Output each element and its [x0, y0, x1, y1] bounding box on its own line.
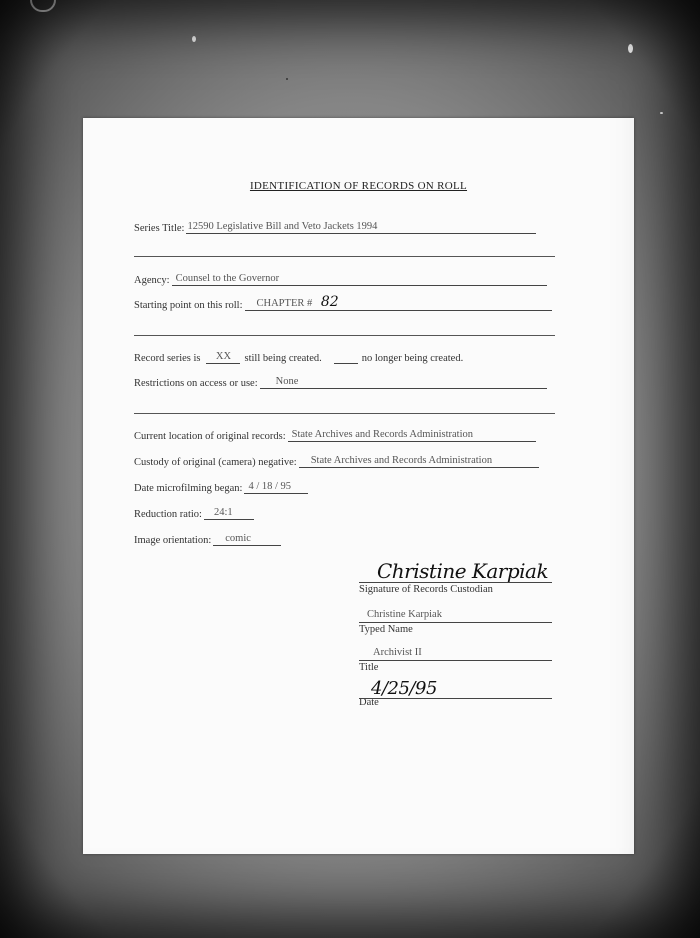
record-series-label: Record series is [134, 353, 201, 364]
image-orientation-row [134, 532, 281, 546]
typed-name-line [359, 606, 552, 623]
restrictions-row [134, 375, 547, 389]
still-created-text: still being created. [244, 353, 322, 364]
form-title: IDENTIFICATION OF RECORDS ON ROLL [249, 180, 468, 192]
custody-row [134, 454, 539, 468]
date-began-label: Date microfilming began: [134, 483, 243, 494]
series-title-label: Series Title: [134, 223, 185, 234]
starting-point-label: Starting point on this roll: [134, 300, 243, 311]
film-speck [628, 44, 633, 53]
title-caption: Title [359, 662, 379, 673]
custody-value: State Archives and Records Administration [299, 454, 539, 468]
reduction-ratio-row [134, 506, 254, 520]
date-block [359, 678, 552, 709]
record-series-row [134, 350, 463, 364]
film-speck [286, 78, 288, 80]
agency-row [134, 272, 547, 286]
date-caption: Date [359, 697, 379, 708]
chapter-label: CHAPTER # [256, 298, 313, 309]
blank-line [134, 335, 555, 336]
restrictions-value: None [260, 375, 547, 389]
series-title-row [134, 220, 536, 234]
series-title-value: 12590 Legislative Bill and Veto Jackets 1994 [186, 220, 536, 234]
typed-name-caption: Typed Name [359, 624, 413, 635]
film-speck [660, 112, 663, 114]
current-location-value: State Archives and Records Administration [288, 428, 536, 442]
custodian-signature: Christine Karpiak [377, 559, 549, 583]
restrictions-label: Restrictions on access or use: [134, 378, 258, 389]
signature-block [359, 558, 552, 596]
agency-value: Counsel to the Governor [172, 272, 547, 286]
agency-label: Agency: [134, 275, 170, 286]
current-location-row [134, 428, 536, 442]
film-speck [192, 36, 196, 42]
title-value: Archivist II [373, 647, 422, 658]
date-began-row [134, 480, 308, 494]
reduction-ratio-value: 24:1 [204, 506, 254, 520]
reduction-ratio-label: Reduction ratio: [134, 509, 202, 520]
title-line [359, 644, 552, 661]
current-location-label: Current location of original records: [134, 431, 286, 442]
date-began-value: 4 / 18 / 95 [244, 480, 308, 494]
blank-line [134, 256, 555, 257]
starting-point-row [134, 296, 552, 311]
custody-label: Custody of original (camera) negative: [134, 457, 297, 468]
starting-point-value [245, 296, 552, 311]
blank-line [134, 413, 555, 414]
film-mark [30, 0, 56, 12]
image-orientation-label: Image orientation: [134, 535, 212, 546]
no-longer-mark [334, 363, 358, 364]
typed-name-block [359, 606, 552, 636]
records-form [83, 118, 634, 854]
date-line [359, 678, 552, 699]
date-handwritten: 4/25/95 [371, 678, 437, 699]
typed-name-value: Christine Karpiak [367, 609, 442, 620]
image-orientation-value: comic [213, 532, 281, 546]
signature-caption: Signature of Records Custodian [359, 584, 493, 595]
no-longer-text: no longer being created. [361, 353, 464, 364]
chapter-number-handwritten: 82 [320, 294, 339, 310]
signature-line [359, 558, 552, 583]
title-block [359, 644, 552, 674]
still-created-mark: XX [206, 350, 240, 364]
